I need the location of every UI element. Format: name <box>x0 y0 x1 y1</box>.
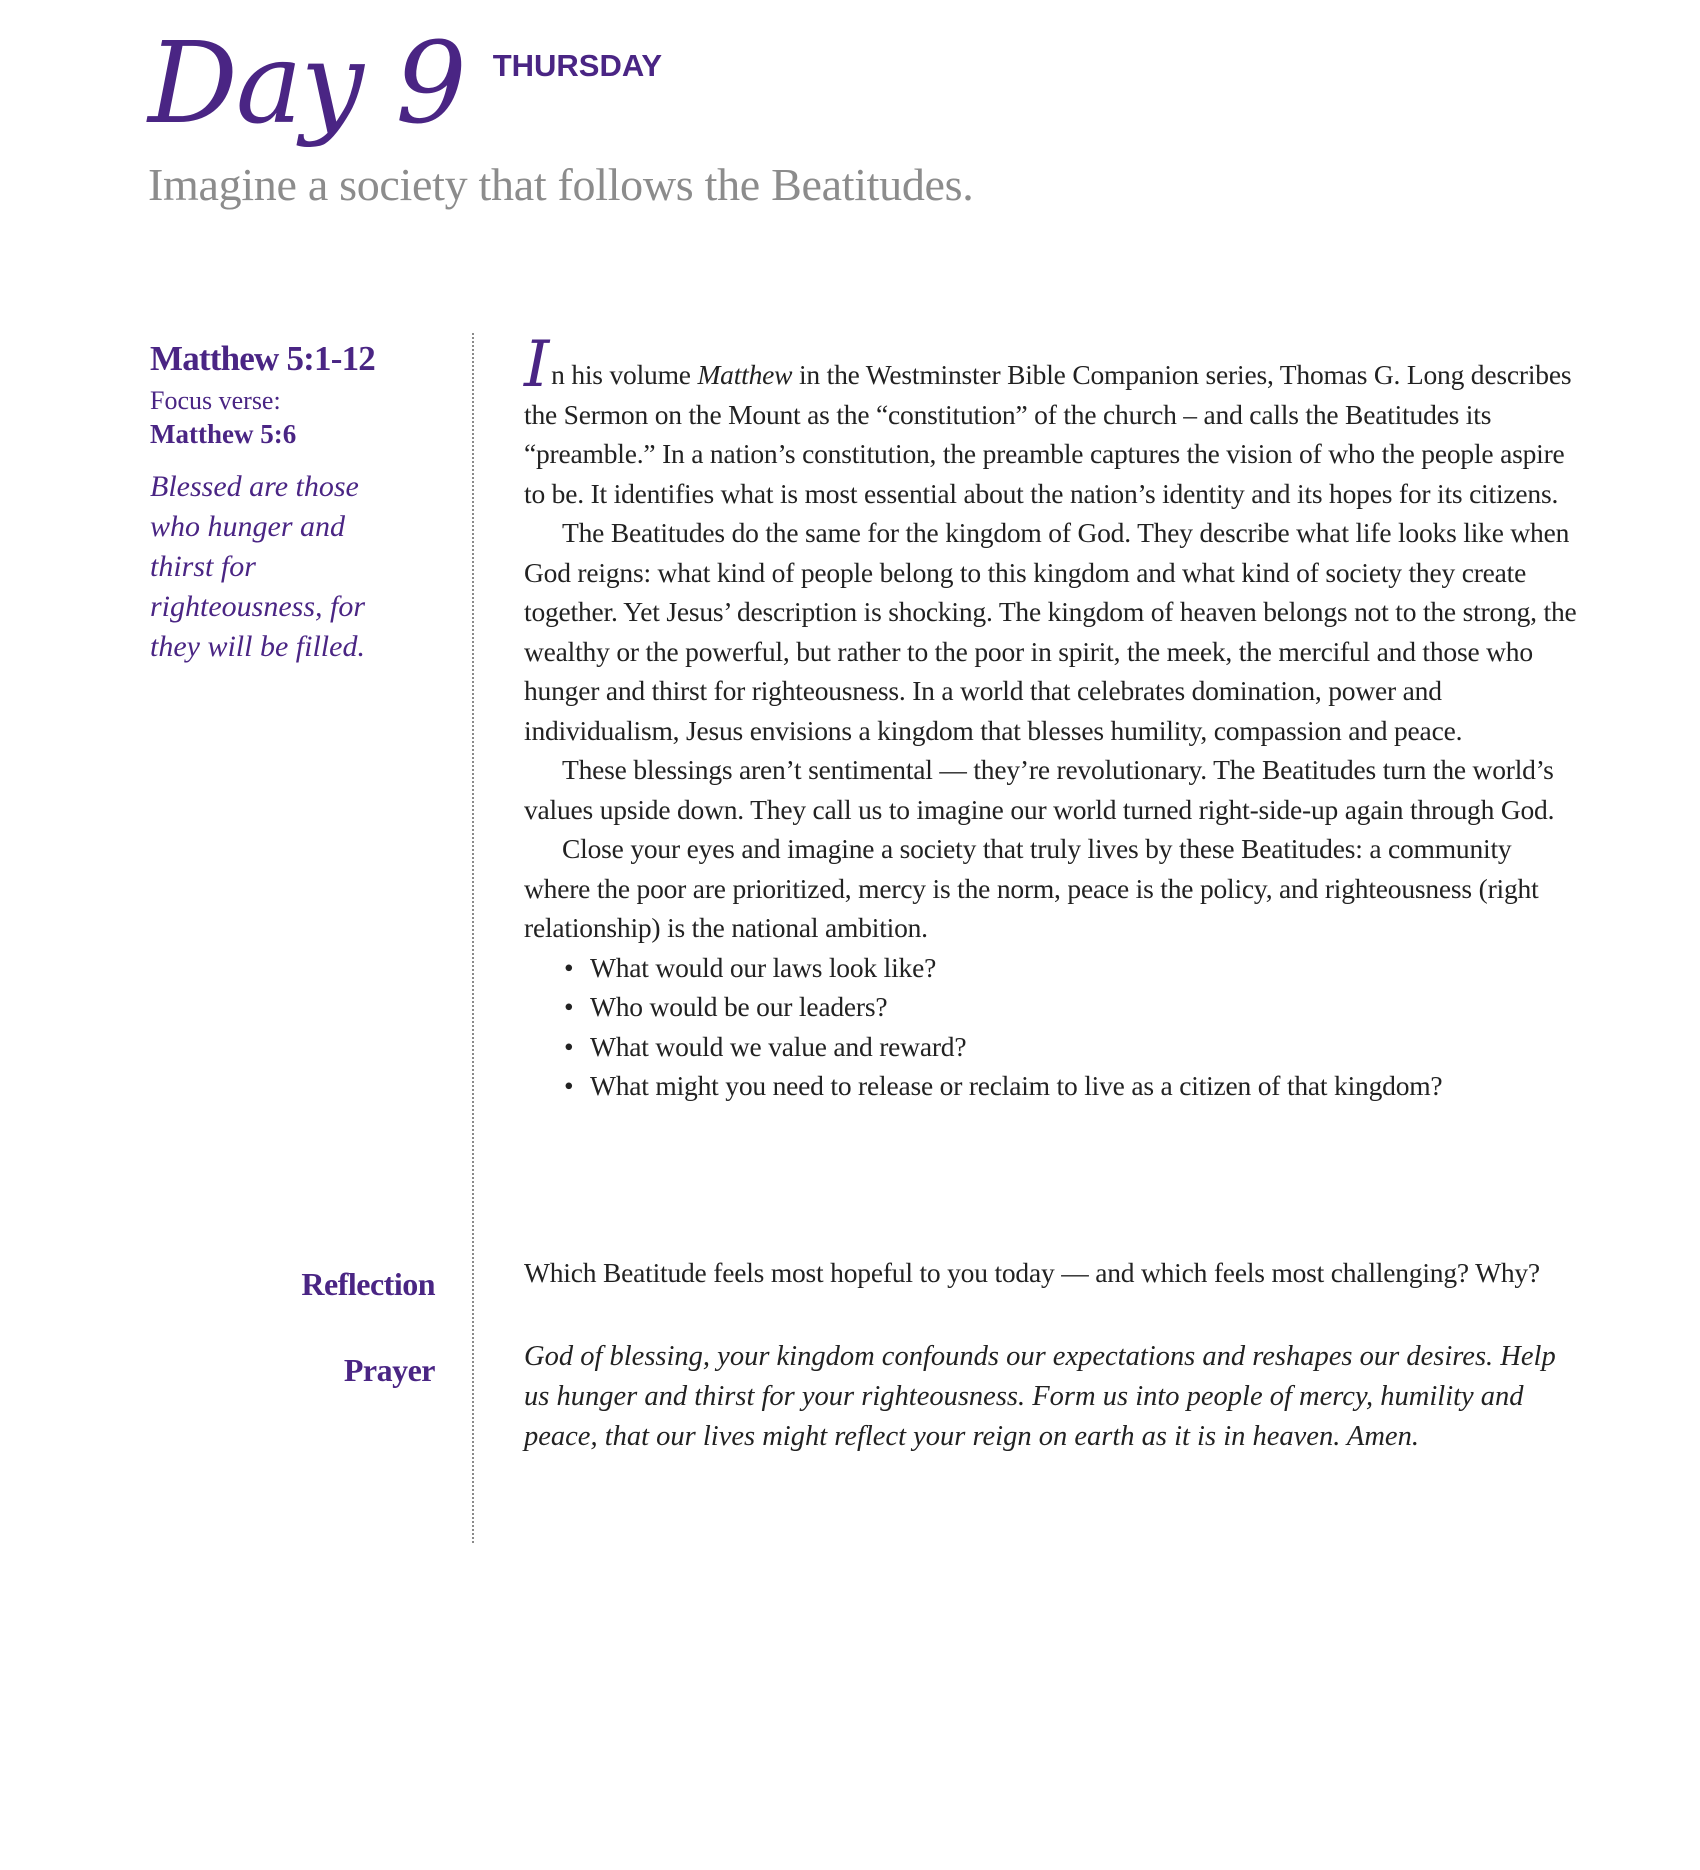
scripture-reference: Matthew 5:1-12 <box>150 339 375 378</box>
focus-verse-label: Focus verse: <box>150 385 281 415</box>
dotted-divider <box>472 333 474 1543</box>
drop-cap: I <box>524 328 550 402</box>
focus-verse-reference: Matthew 5:6 <box>150 418 297 449</box>
focus-verse-text: Blessed are those who hunger and thirst for righteousness, for they will be filled. <box>150 470 366 664</box>
devotional-body <box>524 328 1584 1106</box>
paragraph-4: Close your eyes and imagine a society that truly lives by these Beatitudes: a community where the poor are prioritized, mercy is the norm, peace is the policy, and righteousness (right relationship) is the national ambition. <box>524 833 1539 943</box>
list-item: • Who would be our leaders? <box>564 987 1584 1027</box>
paragraph-2: The Beatitudes do the same for the kingdom of God. They describe what life looks like when God reigns: what kind of people belong to this kingdom and what kind of society they create together. Yet Jesus’ description is shocking. The kingdom of heaven belongs not to the strong, the wealthy or the powerful, but rather to the poor in spirit, the meek, the merciful and those who hunger and thirst for righteousness. In a world that celebrates domination, power and individualism, Jesus envisions a kingdom that blesses humility, compassion and peace. <box>524 517 1577 746</box>
reflection-text: Which Beatitude feels most hopeful to you today — and which feels most challenging? Why? <box>524 1257 1540 1288</box>
question-list <box>524 948 1584 1106</box>
page-header <box>148 19 1548 149</box>
reflection-label: Reflection <box>301 1266 435 1302</box>
paragraph-3: These blessings aren’t sentimental — they’re revolutionary. The Beatitudes turn the world’s values upside down. They call us to imagine our world turned right-side-up again through God. <box>524 754 1555 825</box>
paragraph-1-rest: in the Westminster Bible Companion series, Thomas G. Long describes the Sermon on the Mount as the “constitution” of the church – and calls the Beatitudes its “preamble.” In a nation’s constitution, the preamble captures the vision of who the people aspire to be. It identifies what is most essential about the nation’s identity and its hopes for its citizens. <box>524 359 1572 509</box>
page-subtitle: Imagine a society that follows the Beatitudes. <box>148 159 974 210</box>
day-title: Day 9 <box>148 19 465 149</box>
prayer-text: God of blessing, your kingdom confounds our expectations and reshapes our desires. Help us hunger and thirst for your righteousness. Form us into people of mercy, humility and peace, that our lives might reflect your reign on earth as it is in heaven. Amen. <box>524 1341 1556 1452</box>
paragraph-1 <box>524 328 1584 513</box>
scripture-sidebar <box>150 340 450 667</box>
book-title: Matthew <box>697 359 793 390</box>
list-item: • What would we value and reward? <box>564 1027 1584 1067</box>
prayer-label: Prayer <box>343 1352 435 1388</box>
list-item: • What might you need to release or reclaim to live as a citizen of that kingdom? <box>564 1066 1584 1106</box>
list-item: • What would our laws look like? <box>564 948 1584 988</box>
paragraph-1-start: n his volume <box>551 359 698 390</box>
weekday-label: THURSDAY <box>492 48 663 83</box>
